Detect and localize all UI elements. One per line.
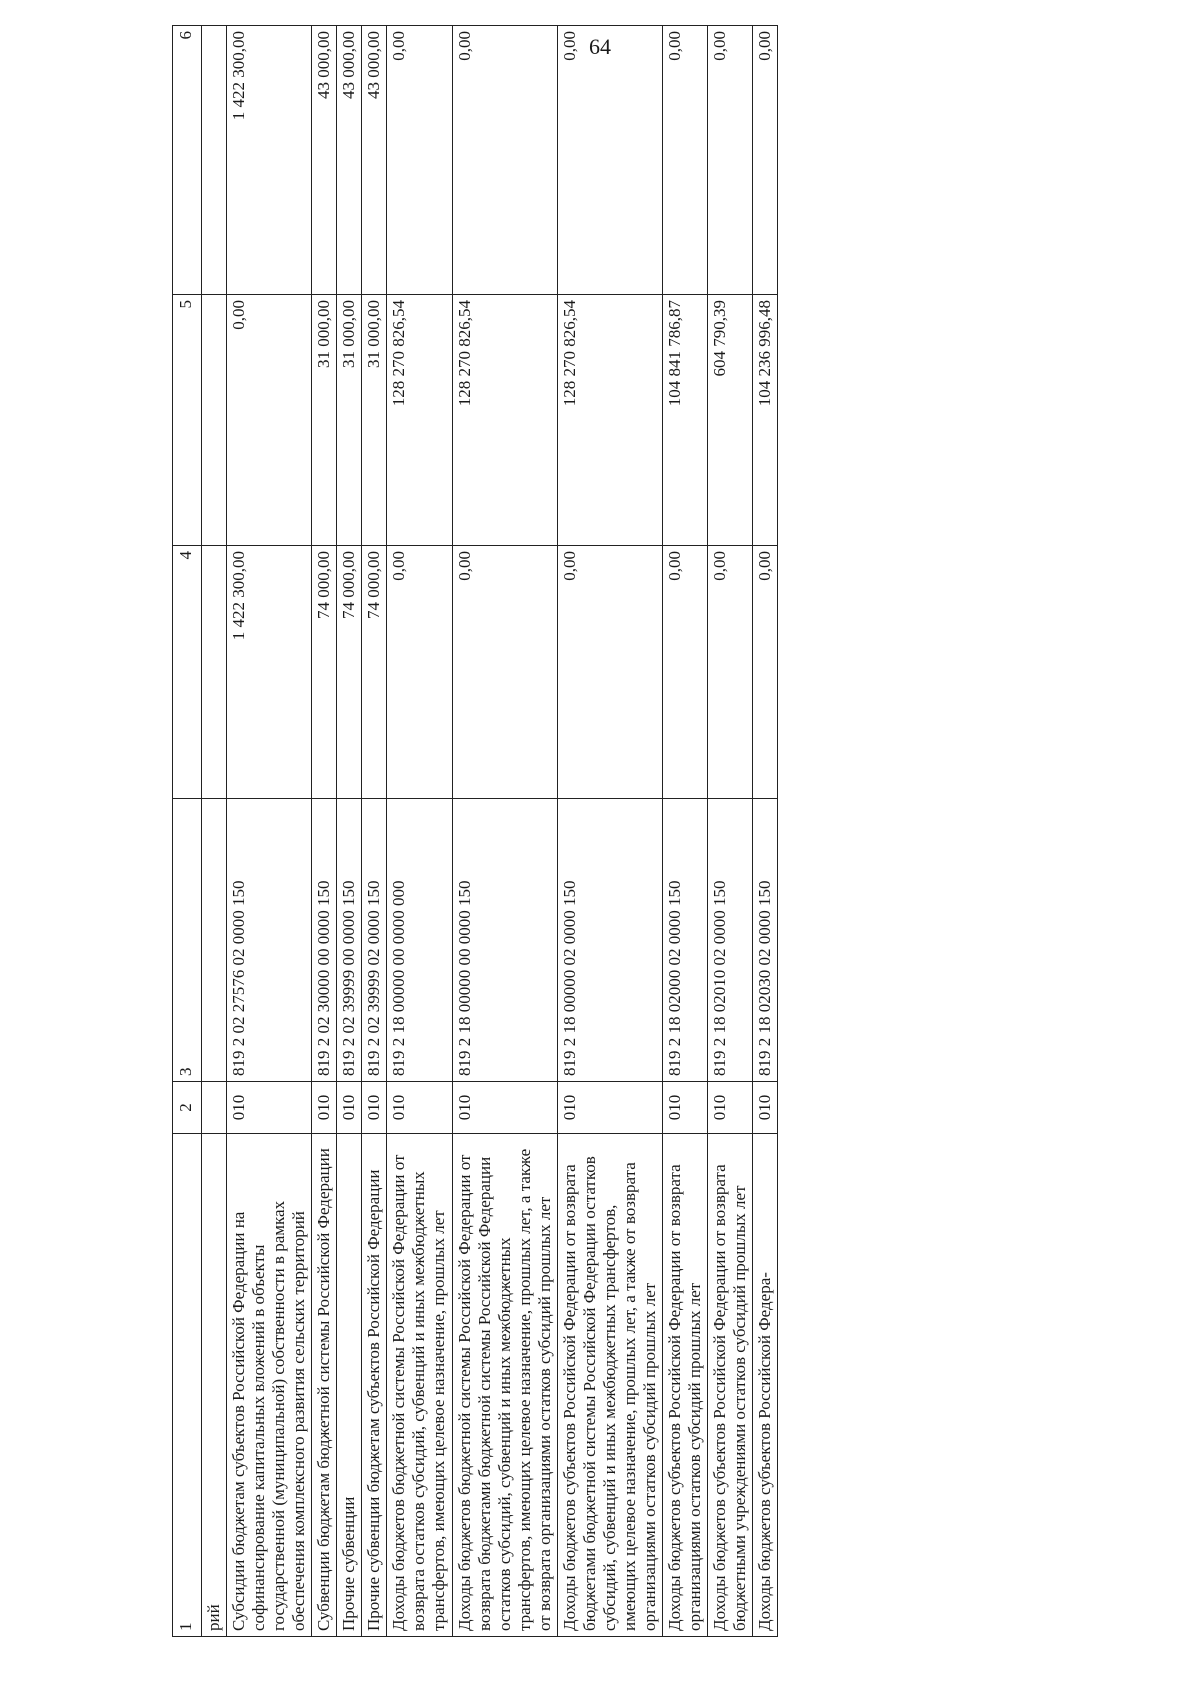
row-name: Субвенции бюджетам бюджетной системы Российской Федерации xyxy=(312,1134,337,1637)
table-row xyxy=(557,26,662,1637)
revenue-table xyxy=(172,25,778,1637)
header-col-2: 2 xyxy=(173,1082,202,1134)
header-col-5: 5 xyxy=(173,295,202,546)
row-value-4: 0,00 xyxy=(662,546,707,799)
row-name: Доходы бюджетов бюджетной системы Российской Федерации от возврата остатков субсидий, субвенций и иных межбюджетных трансфертов, имеющих целевое назначение, прошлых лет xyxy=(387,1134,452,1637)
row-value-4: 0,00 xyxy=(452,546,557,799)
row-value-4: 74 000,00 xyxy=(312,546,337,799)
row-code: 010 xyxy=(557,1082,662,1134)
row-code: 010 xyxy=(708,1082,753,1134)
row-code: 010 xyxy=(662,1082,707,1134)
row-value-4: 74 000,00 xyxy=(337,546,362,799)
row-kbk: 819 2 02 30000 00 0000 150 xyxy=(312,799,337,1082)
page-number: 64 xyxy=(589,34,611,59)
row-value-5: 0,00 xyxy=(227,295,312,546)
row-kbk: 819 2 02 39999 00 0000 150 xyxy=(337,799,362,1082)
header-col-6: 6 xyxy=(173,26,202,295)
row-code: 010 xyxy=(452,1082,557,1134)
row-name: Субсидии бюджетам субъектов Российской Федерации на софинансирование капитальных вложений в объекты государственной (муниципальной) собственности в рамках обеспечения комплексного развития сельских территорий xyxy=(227,1134,312,1637)
row-code: 010 xyxy=(312,1082,337,1134)
table-row xyxy=(227,26,312,1637)
row-value-6: 43 000,00 xyxy=(337,26,362,295)
header-col-4: 4 xyxy=(173,546,202,799)
row-value-5: 104 841 786,87 xyxy=(662,295,707,546)
row-name: Доходы бюджетов бюджетной системы Российской Федерации от возврата бюджетами бюджетной системы Российской Федерации остатков субсидий, субвенций и иных межбюджетных трансфертов, имеющих целевое назначение, прошлых лет, а также от возврата организациями остатков субсидий прошлых лет xyxy=(452,1134,557,1637)
row-value-5: 31 000,00 xyxy=(362,295,387,546)
row-name: Прочие субвенции xyxy=(337,1134,362,1637)
row-value-6: 0,00 xyxy=(387,26,452,295)
row-value-5 xyxy=(202,295,227,546)
row-name: Доходы бюджетов субъектов Российской Федерации от возврата бюджетными учреждениями остатков субсидий прошлых лет xyxy=(708,1134,753,1637)
row-value-4 xyxy=(202,546,227,799)
row-kbk: 819 2 18 00000 02 0000 150 xyxy=(557,799,662,1082)
table-row xyxy=(312,26,337,1637)
row-code: 010 xyxy=(362,1082,387,1134)
row-value-4: 74 000,00 xyxy=(362,546,387,799)
row-value-6: 0,00 xyxy=(662,26,707,295)
table-row xyxy=(337,26,362,1637)
row-kbk xyxy=(202,799,227,1082)
row-name: Доходы бюджетов субъектов Российской Федера- xyxy=(753,1134,778,1637)
row-value-6: 0,00 xyxy=(557,26,662,295)
table-row xyxy=(202,26,227,1637)
row-name: Доходы бюджетов субъектов Российской Федерации от возврата бюджетами бюджетной системы Российской Федерации остатков субсидий, субвенций и иных межбюджетных трансфертов, имеющих целевое назначение, прошлых лет, а также от возврата организациями остатков субсидий прошлых лет xyxy=(557,1134,662,1637)
row-kbk: 819 2 02 39999 02 0000 150 xyxy=(362,799,387,1082)
row-value-6: 0,00 xyxy=(708,26,753,295)
row-kbk: 819 2 02 27576 02 0000 150 xyxy=(227,799,312,1082)
row-value-5: 128 270 826,54 xyxy=(557,295,662,546)
row-kbk: 819 2 18 02030 02 0000 150 xyxy=(753,799,778,1082)
row-value-5: 128 270 826,54 xyxy=(452,295,557,546)
rotated-table-container xyxy=(172,31,1200,1637)
row-value-6: 0,00 xyxy=(753,26,778,295)
table-row xyxy=(662,26,707,1637)
row-value-5: 604 790,39 xyxy=(708,295,753,546)
table-row xyxy=(753,26,778,1637)
table-row xyxy=(452,26,557,1637)
row-value-5: 128 270 826,54 xyxy=(387,295,452,546)
row-name: рий xyxy=(202,1134,227,1637)
row-kbk: 819 2 18 02010 02 0000 150 xyxy=(708,799,753,1082)
table-rotation-area xyxy=(172,31,1200,1637)
row-value-4: 0,00 xyxy=(387,546,452,799)
row-code: 010 xyxy=(227,1082,312,1134)
row-value-4: 0,00 xyxy=(557,546,662,799)
row-code: 010 xyxy=(337,1082,362,1134)
row-name: Доходы бюджетов субъектов Российской Федерации от возврата организациями остатков субсидий прошлых лет xyxy=(662,1134,707,1637)
row-value-5: 31 000,00 xyxy=(312,295,337,546)
row-value-4: 0,00 xyxy=(708,546,753,799)
row-value-5: 104 236 996,48 xyxy=(753,295,778,546)
row-code xyxy=(202,1082,227,1134)
row-value-4: 1 422 300,00 xyxy=(227,546,312,799)
row-value-6: 1 422 300,00 xyxy=(227,26,312,295)
table-row xyxy=(708,26,753,1637)
row-code: 010 xyxy=(387,1082,452,1134)
header-col-1: 1 xyxy=(173,1134,202,1637)
table-row xyxy=(362,26,387,1637)
row-kbk: 819 2 18 02000 02 0000 150 xyxy=(662,799,707,1082)
table-header-row xyxy=(173,26,202,1637)
table-row xyxy=(387,26,452,1637)
row-value-6: 43 000,00 xyxy=(312,26,337,295)
row-value-6: 43 000,00 xyxy=(362,26,387,295)
row-name: Прочие субвенции бюджетам субъектов Российской Федерации xyxy=(362,1134,387,1637)
row-value-6: 0,00 xyxy=(452,26,557,295)
row-value-5: 31 000,00 xyxy=(337,295,362,546)
row-kbk: 819 2 18 00000 00 0000 150 xyxy=(452,799,557,1082)
row-value-4: 0,00 xyxy=(753,546,778,799)
row-kbk: 819 2 18 00000 00 0000 000 xyxy=(387,799,452,1082)
header-col-3: 3 xyxy=(173,799,202,1082)
row-code: 010 xyxy=(753,1082,778,1134)
row-value-6 xyxy=(202,26,227,295)
